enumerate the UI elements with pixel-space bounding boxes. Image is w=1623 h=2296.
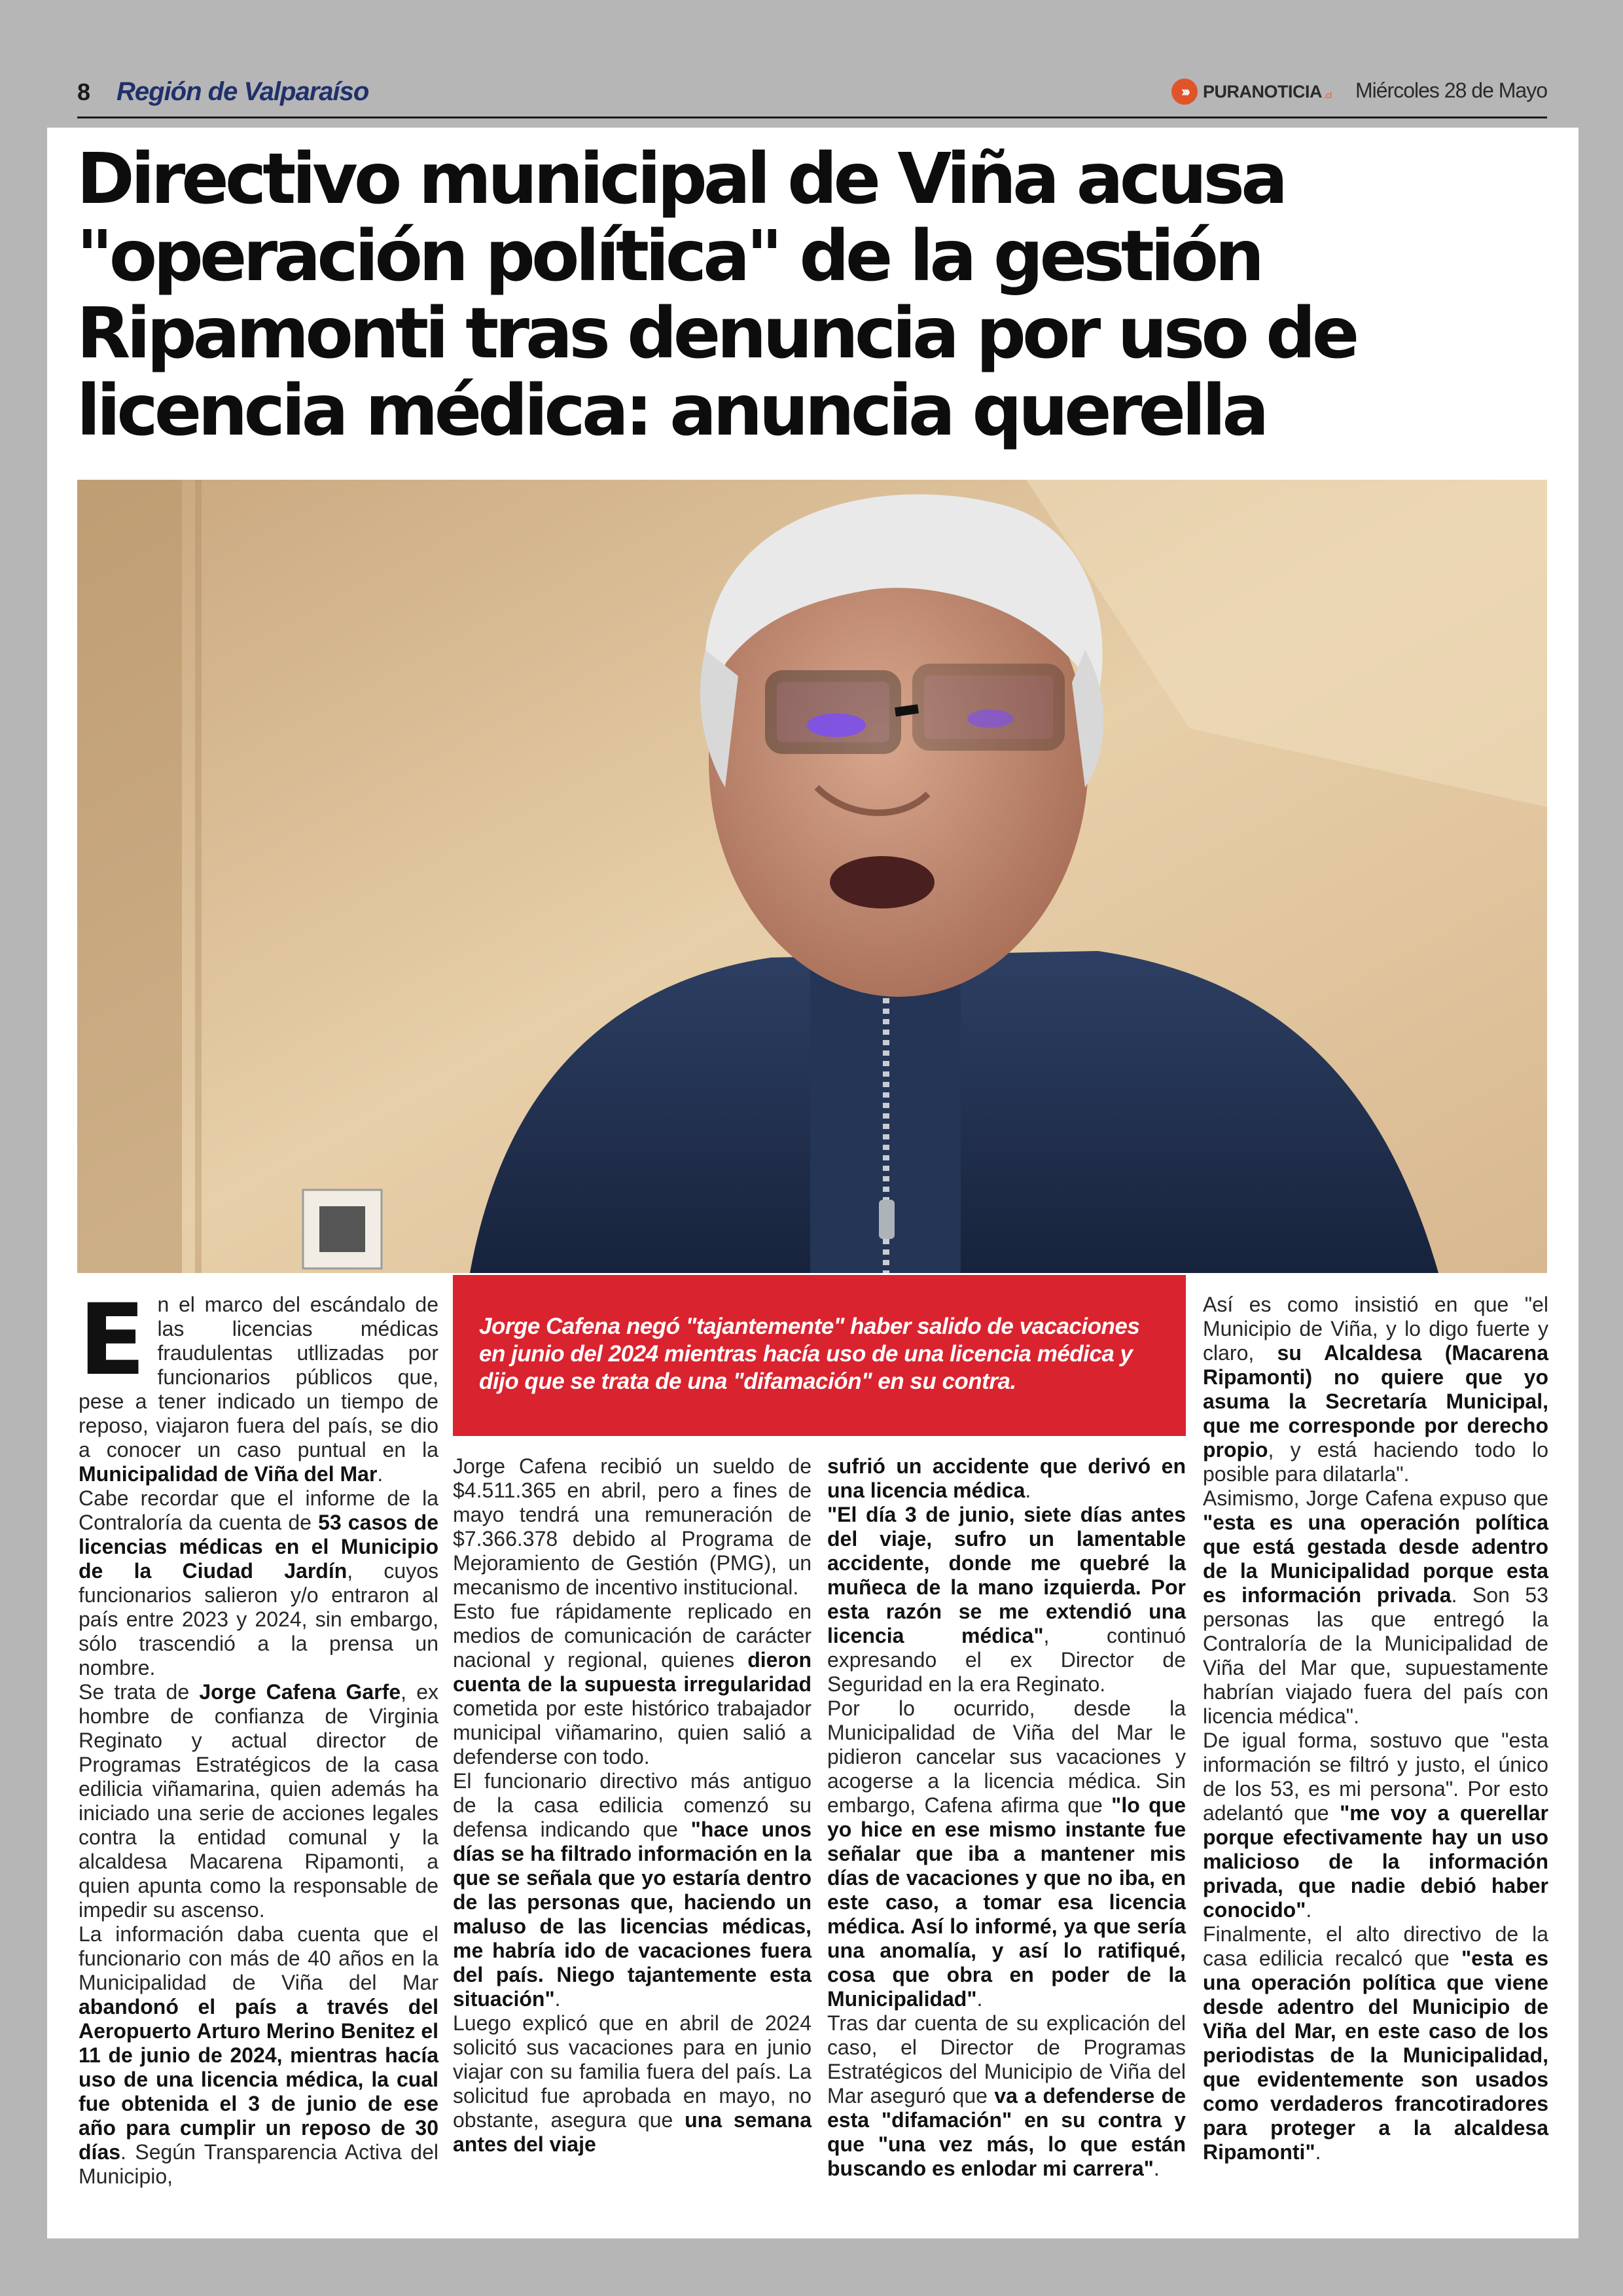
paragraph: n el marco del escándalo de las licencias médicas fraudulentas utllizadas por funcionarios públicos que, pese a tener indicado un tiempo de reposo, viajaron fuera del país, se dio a conocer un caso puntual en la Municipalidad de Viña del Mar.: [79, 1293, 438, 1486]
portrait-illustration: [77, 480, 1547, 1273]
pull-quote-text: Jorge Cafena negó "tajantemente" haber salido de vacaciones en junio del 2024 mientras hacía uso de una licencia médica y dijo que se trata de una "difamación" en su contra.: [479, 1314, 1140, 1394]
paragraph: Así es como insistió en que "el Municipio de Viña, y lo digo fuerte y claro, su Alcaldesa (Macarena Ripamonti) no quiere que yo asuma la Secretaría Municipal, que me corresponde por derecho propio, y está haciendo todo lo posible para dilatarla".: [1203, 1293, 1549, 1486]
page-header: [77, 71, 1547, 118]
article-column-1: [79, 1283, 439, 2189]
paragraph: Luego explicó que en abril de 2024 solicitó sus vacaciones para en junio viajar con su familia fuera del país. La solicitud fue aprobada en mayo, no obstante, asegura que una semana antes del viaje: [453, 2011, 812, 2156]
paragraph: La información daba cuenta que el funcionario con más de 40 años en la Municipalidad de Viña del Mar abandonó el país a través del Aeropuerto Arturo Merino Benitez el 11 de junio de 2024, mientras hacía uso de una licencia médica, la cual fue obtenida el 3 de junio de ese año para cumplir un reposo de 30 días. Según Transparencia Activa del Municipio,: [79, 1922, 438, 2188]
drop-cap: E: [79, 1283, 146, 1397]
paragraph: Cabe recordar que el informe de la Contraloría da cuenta de 53 casos de licencias médicas en el Municipio de la Ciudad Jardín, cuyos funcionarios salieron y/o entraron al país entre 2023 y 2024, sin embargo, sólo trascendió a la prensa un nombre.: [79, 1486, 439, 1679]
issue-date: Miércoles 28 de Mayo: [1355, 79, 1547, 102]
paragraph: Asimismo, Jorge Cafena expuso que "esta es una operación política que está gestada desde adentro de la Municipalidad porque esta es información privada. Son 53 personas las que entregó la Contraloría de la Municipalidad de Viña del Mar que, supuestamente habrían viajado fuera del país con licencia médica".: [1203, 1486, 1548, 1728]
paragraph: Finalmente, el alto directivo de la casa edilicia recalcó que "esta es una operación política que viene desde adentro del Municipio de Viña del Mar, en este caso de los periodistas de la Municipalidad, que evidentemente son usados como verdaderos francotiradores para proteger a la alcaldesa Ripamonti".: [1203, 1922, 1549, 2164]
paragraph: Por lo ocurrido, desde la Municipalidad de Viña del Mar le pidieron cancelar sus vacaciones y acogerse a la licencia médica. Sin embargo, Cafena afirma que "lo que yo hice en ese mismo instante fue señalar que iba a mantener mis días de vacaciones y que no iba, en este caso, a tomar esa licencia médica. Así lo informé, ya que sería una anomalía, y así lo ratifiqué, cosa que obra en poder de la Municipalidad".: [827, 1696, 1186, 2011]
paragraph: Tras dar cuenta de su explicación del caso, el Director de Programas Estratégicos del Municipio de Viña del Mar aseguró que va a defenderse de esta "difamación" en su contra y que "una vez más, lo que están buscando es enlodar mi carrera".: [827, 2011, 1186, 2180]
paragraph: "El día 3 de junio, siete días antes del viaje, sufro un lamentable accidente, donde me quebré la muñeca de la mano izquierda. Por esta razón se me extendió una licencia médica", continuó expresando el ex Director de Seguridad en la era Reginato.: [827, 1503, 1186, 1696]
article-column-3: [827, 1454, 1186, 2181]
headline: Directivo municipal de Viña acusa "operación política" de la gestión Ripamonti tras denuncia por uso de licencia médica: anuncia querella: [77, 139, 1356, 452]
logo-chevrons-icon: ›››: [1171, 79, 1198, 105]
paragraph: sufrió un accidente que derivó en una licencia médica.: [827, 1454, 1186, 1502]
paragraph: De igual forma, sostuvo que "esta información se filtró y justo, el único de los 53, es mi persona". Por esto adelantó que "me voy a querellar porque efectivamente hay un uso malicioso de la información privada, que nadie debió haber conocido".: [1203, 1729, 1549, 1922]
logo-suffix: .cl: [1323, 90, 1332, 100]
page-number: 8: [77, 79, 91, 105]
article-column-4: [1203, 1293, 1548, 2164]
logo-text: PURANOTICIA: [1203, 81, 1322, 101]
paragraph: Esto fue rápidamente replicado en medios de comunicación de carácter nacional y regional, quienes dieron cuenta de la supuesta irregularidad cometida por este histórico trabajador municipal viñamarino, quien salió a defenderse con todo.: [453, 1600, 812, 1768]
paragraph: Jorge Cafena recibió un sueldo de $4.511.365 en abril, pero a fines de mayo tendrá una remuneración de $7.366.378 debido al Programa de Mejoramiento de Gestión (PMG), un mecanismo de incentivo institucional.: [453, 1454, 812, 1599]
section-title: Región de Valparaíso: [116, 77, 369, 106]
paragraph: Se trata de Jorge Cafena Garfe, ex hombre de confianza de Virginia Reginato y actual director de Programas Estratégicos de la casa edilicia viñamarina, quien además ha iniciado una serie de acciones legales contra la entidad comunal y la alcaldesa Macarena Ripamonti, a quien apunta como la responsable de impedir su ascenso.: [79, 1680, 439, 1922]
article-photo: [77, 480, 1547, 1273]
paragraph: El funcionario directivo más antiguo de la casa edilicia comenzó su defensa indicando que "hace unos días se ha filtrado información en la que se señala que yo estaría dentro de las personas que, haciendo un maluso de las licencias médicas, me habría ido de vacaciones fuera del país. Niego tajantemente esta situación".: [453, 1769, 812, 2011]
article-column-2: [453, 1454, 812, 2157]
article-page: [47, 128, 1578, 2238]
pull-quote: [453, 1275, 1186, 1436]
brand-logo: [1171, 79, 1332, 105]
